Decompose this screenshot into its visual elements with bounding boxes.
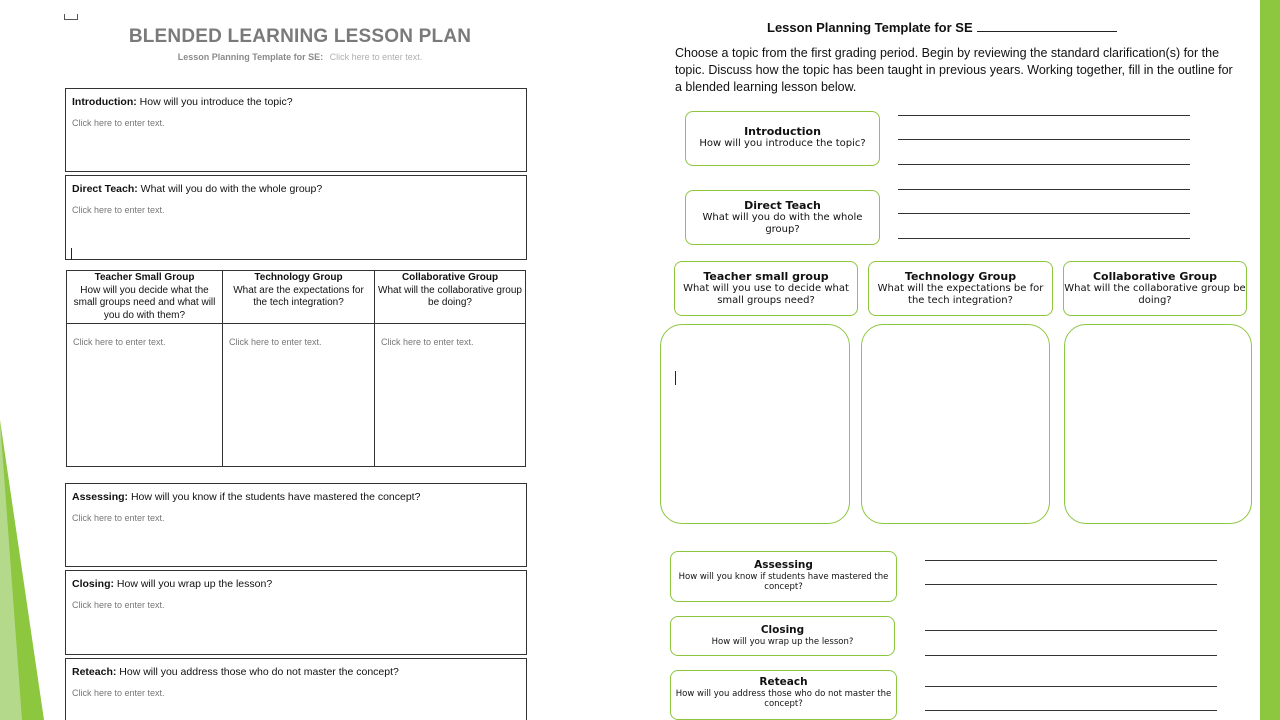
se-blank-line[interactable] bbox=[977, 21, 1117, 32]
introduction-box bbox=[65, 88, 527, 172]
direct-teach-label-box: Direct Teach What will you do with the whole group? bbox=[685, 190, 880, 245]
collaborative-group-answer-box[interactable] bbox=[1064, 324, 1252, 524]
collaborative-group-input[interactable]: Click here to enter text. bbox=[381, 337, 474, 347]
closing-box bbox=[65, 570, 527, 655]
answer-line[interactable] bbox=[925, 710, 1217, 711]
reteach-box bbox=[65, 658, 527, 720]
corner-mark bbox=[64, 14, 78, 20]
teacher-small-group-label-box: Teacher small group What will you use to decide what small groups need? bbox=[674, 261, 858, 316]
technology-group-column bbox=[223, 271, 375, 466]
text-cursor bbox=[71, 248, 72, 260]
accent-strip bbox=[1260, 0, 1280, 720]
collaborative-group-column bbox=[375, 271, 525, 466]
teacher-small-group-input[interactable]: Click here to enter text. bbox=[73, 337, 166, 347]
teacher-small-group-header: Teacher Small Group How will you decide what the small groups need and what will you do with them? bbox=[67, 271, 222, 324]
answer-line[interactable] bbox=[925, 560, 1217, 561]
technology-group-input[interactable]: Click here to enter text. bbox=[229, 337, 322, 347]
closing-question: Closing: How will you wrap up the lesson? bbox=[72, 578, 273, 590]
closing-label-box: Closing How will you wrap up the lesson? bbox=[670, 616, 895, 656]
answer-line[interactable] bbox=[898, 213, 1190, 214]
answer-line[interactable] bbox=[898, 238, 1190, 239]
answer-line[interactable] bbox=[898, 115, 1190, 116]
collaborative-group-header: Collaborative Group What will the collaborative group be doing? bbox=[375, 271, 525, 324]
assessing-label-box: Assessing How will you know if students have mastered the concept? bbox=[670, 551, 897, 602]
reteach-question: Reteach: How will you address those who do not master the concept? bbox=[72, 666, 399, 678]
introduction-label-box: Introduction How will you introduce the topic? bbox=[685, 111, 880, 166]
closing-input[interactable]: Click here to enter text. bbox=[72, 600, 165, 610]
answer-line[interactable] bbox=[898, 164, 1190, 165]
left-subtitle-label: Lesson Planning Template for SE: bbox=[177, 52, 324, 62]
answer-line[interactable] bbox=[925, 686, 1217, 687]
direct-teach-box bbox=[65, 175, 527, 260]
left-subtitle-input[interactable]: Click here to enter text. bbox=[329, 52, 423, 62]
introduction-question: Introduction: How will you introduce the topic? bbox=[72, 96, 293, 108]
groups-table bbox=[66, 270, 526, 467]
answer-line[interactable] bbox=[898, 139, 1190, 140]
technology-group-header: Technology Group What are the expectations for the tech integration? bbox=[223, 271, 374, 324]
technology-group-answer-box[interactable] bbox=[861, 324, 1050, 524]
answer-line[interactable] bbox=[925, 655, 1217, 656]
left-title: BLENDED LEARNING LESSON PLAN bbox=[128, 26, 472, 47]
teacher-small-group-answer-box[interactable] bbox=[660, 324, 850, 524]
assessing-input[interactable]: Click here to enter text. bbox=[72, 513, 165, 523]
teacher-small-group-column bbox=[67, 271, 223, 466]
right-title: Lesson Planning Template for SE bbox=[767, 20, 1117, 35]
collaborative-group-label-box: Collaborative Group What will the collaborative group be doing? bbox=[1063, 261, 1247, 316]
answer-line[interactable] bbox=[898, 189, 1190, 190]
direct-teach-input[interactable]: Click here to enter text. bbox=[72, 205, 165, 215]
right-instructions: Choose a topic from the first grading period. Begin by reviewing the standard clarification(s) for the topic. Discuss how the topic has been taught in previous years. Working together, fill in the outline for a blended learning lesson below. bbox=[675, 46, 1233, 94]
assessing-box bbox=[65, 483, 527, 567]
direct-teach-question: Direct Teach: What will you do with the whole group? bbox=[72, 183, 323, 195]
answer-line[interactable] bbox=[925, 630, 1217, 631]
technology-group-label-box: Technology Group What will the expectations be for the tech integration? bbox=[868, 261, 1053, 316]
reteach-input[interactable]: Click here to enter text. bbox=[72, 688, 165, 698]
accent-wedge-light bbox=[0, 420, 22, 720]
assessing-question: Assessing: How will you know if the students have mastered the concept? bbox=[72, 491, 421, 503]
answer-line[interactable] bbox=[925, 584, 1217, 585]
introduction-input[interactable]: Click here to enter text. bbox=[72, 118, 165, 128]
left-subtitle bbox=[60, 52, 540, 62]
text-cursor bbox=[675, 371, 676, 385]
reteach-label-box: Reteach How will you address those who do not master the concept? bbox=[670, 670, 897, 720]
